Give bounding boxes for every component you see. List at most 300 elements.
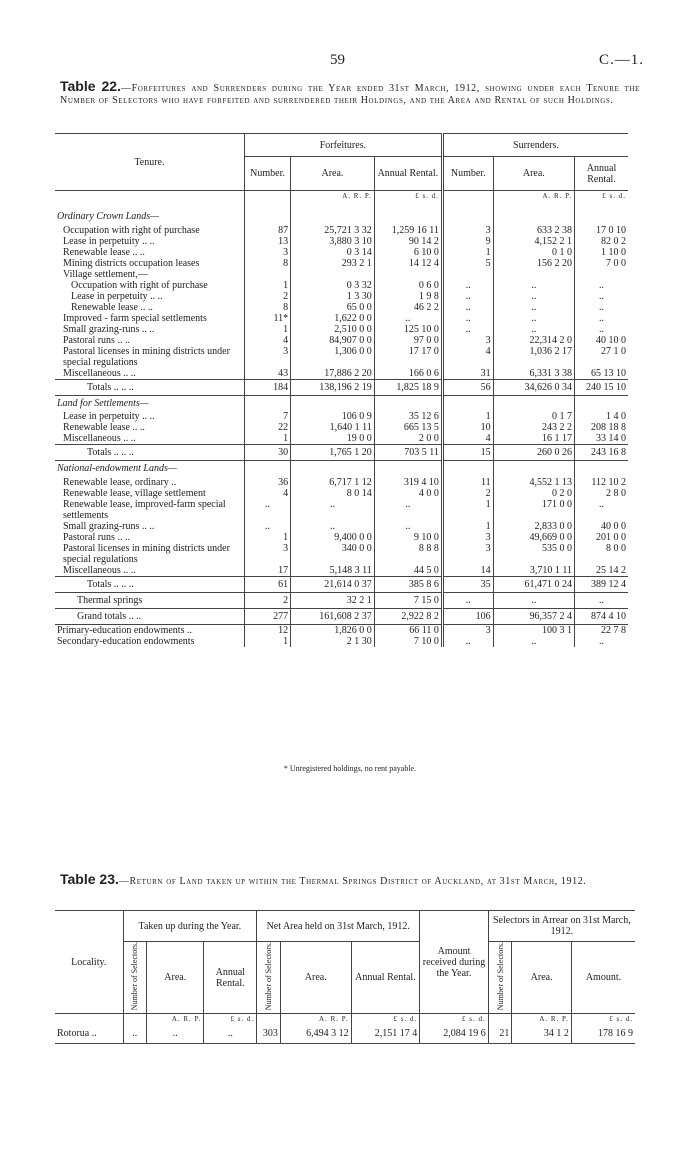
surrender-number: 1 xyxy=(442,521,493,532)
section-row xyxy=(55,461,628,477)
unit-area: A. R. P. xyxy=(291,191,375,209)
col-a-amount: Amount. xyxy=(571,942,635,1014)
col-net-area: Net Area held on 31st March, 1912. xyxy=(257,911,420,942)
table-row xyxy=(55,532,628,543)
table-row xyxy=(55,335,628,346)
forfeit-rental: 17 17 0 xyxy=(374,346,442,368)
surrender-number: 4 xyxy=(442,433,493,445)
surrender-area: 49,669 0 0 xyxy=(493,532,574,543)
forfeit-rental: .. xyxy=(374,521,442,532)
surrender-rental: .. xyxy=(575,592,628,608)
surrender-number: 9 xyxy=(442,236,493,247)
forfeit-area: 6,717 1 12 xyxy=(291,477,375,488)
col-f-number: Number. xyxy=(244,157,290,191)
forfeit-rental: 66 11 0 xyxy=(374,624,442,636)
forfeit-number: .. xyxy=(244,521,290,532)
forfeit-area: 1,640 1 11 xyxy=(291,422,375,433)
forfeit-area: 138,196 2 19 xyxy=(291,379,375,395)
forfeit-area: 340 0 0 xyxy=(291,543,375,565)
table-row xyxy=(55,368,628,380)
surrender-area: .. xyxy=(493,291,574,302)
table22 xyxy=(55,133,628,647)
surrender-number: 15 xyxy=(442,445,493,461)
surrender-rental: 208 18 8 xyxy=(575,422,628,433)
surrender-area: .. xyxy=(493,302,574,313)
forfeit-rental: .. xyxy=(374,499,442,521)
forfeit-rental: 1,825 18 9 xyxy=(374,379,442,395)
surrender-rental: 22 7 8 xyxy=(575,624,628,636)
forfeit-area: 1,826 0 0 xyxy=(291,624,375,636)
forfeit-rental: 9 10 0 xyxy=(374,532,442,543)
taken-number: .. xyxy=(123,1028,147,1044)
surrender-number: 14 xyxy=(442,565,493,577)
col-forfeitures: Forfeitures. xyxy=(244,134,442,157)
surrender-area xyxy=(493,269,574,280)
surrender-area xyxy=(493,461,574,477)
forfeit-area: 8 0 14 xyxy=(291,488,375,499)
col-locality: Locality. xyxy=(55,911,123,1014)
forfeit-area: 5,148 3 11 xyxy=(291,565,375,577)
units-row xyxy=(55,191,628,209)
table23 xyxy=(55,910,635,1044)
col-amount-received: Amount received during the Year. xyxy=(420,911,489,1014)
surrender-number: .. xyxy=(442,280,493,291)
totals-row xyxy=(55,379,628,395)
col-a-number: Number of Selectors. xyxy=(495,942,505,1011)
col-tenure: Tenure. xyxy=(55,134,244,191)
col-t-number: Number of Selectors. xyxy=(130,942,140,1011)
surrender-rental: 17 0 10 xyxy=(575,225,628,236)
tenure-label: Renewable lease, improved-farm special settlements xyxy=(63,498,226,521)
tenure-label: Lease in perpetuity .. .. xyxy=(63,235,155,247)
forfeit-rental xyxy=(374,395,442,411)
forfeit-area xyxy=(291,461,375,477)
surrender-number xyxy=(442,461,493,477)
col-n-number: Number of Selectors. xyxy=(264,942,274,1011)
surrender-area: 96,357 2 4 xyxy=(493,608,574,624)
forfeit-rental: 4 0 0 xyxy=(374,488,442,499)
col-t-area: Area. xyxy=(147,942,204,1014)
tenure-label: Totals .. .. .. xyxy=(87,578,134,590)
amount-received: 2,084 19 6 xyxy=(420,1028,489,1044)
forfeit-number xyxy=(244,461,290,477)
surrender-rental: 7 0 0 xyxy=(575,258,628,269)
forfeit-number: 8 xyxy=(244,258,290,269)
surrender-number: .. xyxy=(442,291,493,302)
table-row xyxy=(55,1028,635,1044)
surrender-area: 61,471 0 24 xyxy=(493,576,574,592)
surrender-number: 1 xyxy=(442,411,493,422)
forfeit-rental: 46 2 2 xyxy=(374,302,442,313)
table-row xyxy=(55,422,628,433)
forfeit-area xyxy=(291,395,375,411)
surrender-rental: 40 0 0 xyxy=(575,521,628,532)
tenure-label: Mining districts occupation leases xyxy=(63,257,200,269)
forfeit-rental: 385 8 6 xyxy=(374,576,442,592)
forfeit-number: 22 xyxy=(244,422,290,433)
surrender-number: .. xyxy=(442,313,493,324)
forfeit-rental: 1,259 16 11 xyxy=(374,225,442,236)
col-s-area: Area. xyxy=(493,157,574,191)
tenure-label: Secondary-education endowments xyxy=(57,635,195,647)
col-s-rental: Annual Rental. xyxy=(575,157,628,191)
units-row xyxy=(55,1014,635,1028)
surrender-number: .. xyxy=(442,636,493,647)
forfeit-rental xyxy=(374,209,442,225)
surrender-rental: 112 10 2 xyxy=(575,477,628,488)
surrender-number: 11 xyxy=(442,477,493,488)
surrender-rental: .. xyxy=(575,313,628,324)
forfeit-number: 1 xyxy=(244,324,290,335)
forfeit-number xyxy=(244,395,290,411)
forfeit-number: 2 xyxy=(244,592,290,608)
col-taken-up: Taken up during the Year. xyxy=(123,911,257,942)
forfeit-number: 1 xyxy=(244,636,290,647)
forfeit-rental: 1 9 8 xyxy=(374,291,442,302)
tenure-label: National-endowment Lands— xyxy=(57,463,177,475)
taken-area: .. xyxy=(147,1028,204,1044)
forfeit-number: 8 xyxy=(244,302,290,313)
surrender-rental: 8 0 0 xyxy=(575,543,628,565)
tenure-label: Pastoral runs .. .. xyxy=(63,334,130,346)
table-row xyxy=(55,488,628,499)
surrender-number xyxy=(442,395,493,411)
surrender-number: 3 xyxy=(442,225,493,236)
locality: Rotorua .. xyxy=(57,1027,97,1039)
page-header xyxy=(0,52,700,70)
unit-area: A. R. P. xyxy=(147,1014,204,1028)
forfeit-area xyxy=(291,269,375,280)
unit-area: A. R. P. xyxy=(280,1014,351,1028)
forfeit-area: 9,400 0 0 xyxy=(291,532,375,543)
surrender-area xyxy=(493,209,574,225)
surrender-area: 633 2 38 xyxy=(493,225,574,236)
arrear-amount: 178 16 9 xyxy=(571,1028,635,1044)
forfeit-area: 161,608 2 37 xyxy=(291,608,375,624)
forfeit-rental: 90 14 2 xyxy=(374,236,442,247)
surrender-number: 56 xyxy=(442,379,493,395)
table-row xyxy=(55,247,628,258)
tenure-label: Totals .. .. .. xyxy=(87,447,134,458)
forfeit-rental: 7 10 0 xyxy=(374,636,442,647)
surrender-number: .. xyxy=(442,592,493,608)
table-row xyxy=(55,258,628,269)
forfeit-number xyxy=(244,269,290,280)
surrender-area: .. xyxy=(493,636,574,647)
surrender-area: 2,833 0 0 xyxy=(493,521,574,532)
forfeit-number: 1 xyxy=(244,280,290,291)
table22-title: —Forfeitures and Surrenders during the Year ended 31st March, 1912, showing under each Tenure the Number of Selectors who have forfeited and surrendered their Holdings, and the Area and Rental of such Holdings. xyxy=(60,83,640,106)
forfeit-number: 3 xyxy=(244,247,290,258)
table-row xyxy=(55,499,628,521)
forfeit-rental: 319 4 10 xyxy=(374,477,442,488)
forfeit-number xyxy=(244,209,290,225)
forfeit-area: 25,721 3 32 xyxy=(291,225,375,236)
forfeit-area: 1 3 30 xyxy=(291,291,375,302)
surrender-rental: .. xyxy=(575,324,628,335)
table-row xyxy=(55,269,628,280)
tenure-label: Totals .. .. .. xyxy=(87,381,134,393)
table23-label: Table 23. xyxy=(60,871,119,887)
surrender-number xyxy=(442,269,493,280)
surrender-number: 1 xyxy=(442,247,493,258)
surrender-number: .. xyxy=(442,324,493,335)
page-number: 59 xyxy=(330,52,345,68)
forfeit-area: 65 0 0 xyxy=(291,302,375,313)
surrender-rental: 240 15 10 xyxy=(575,379,628,395)
tenure-label: Renewable lease .. .. xyxy=(71,301,153,313)
forfeit-number: 30 xyxy=(244,445,290,461)
table-row xyxy=(55,521,628,532)
forfeit-number: 87 xyxy=(244,225,290,236)
forfeit-number: 13 xyxy=(244,236,290,247)
tenure-label: Lease in perpetuity .. .. xyxy=(63,411,155,422)
forfeit-rental: 703 5 11 xyxy=(374,445,442,461)
totals-row xyxy=(55,445,628,461)
tenure-label: Small grazing-runs .. .. xyxy=(63,520,155,532)
totals-row xyxy=(55,608,628,624)
forfeit-number: 1 xyxy=(244,532,290,543)
forfeit-area: 2 1 30 xyxy=(291,636,375,647)
forfeit-area: 17,886 2 20 xyxy=(291,368,375,380)
tenure-label: Village settlement,— xyxy=(63,268,148,280)
table23-caption xyxy=(60,873,640,888)
surrender-rental: 82 0 2 xyxy=(575,236,628,247)
forfeit-number: 4 xyxy=(244,335,290,346)
col-a-area: Area. xyxy=(512,942,572,1014)
surrender-area: .. xyxy=(493,592,574,608)
forfeit-rental: 2,922 8 2 xyxy=(374,608,442,624)
forfeit-number: 1 xyxy=(244,433,290,445)
unit-money: £ s. d. xyxy=(420,1014,489,1028)
forfeit-number: 3 xyxy=(244,543,290,565)
forfeit-number: 184 xyxy=(244,379,290,395)
table-row xyxy=(55,543,628,565)
forfeit-area: .. xyxy=(291,521,375,532)
table-row xyxy=(55,225,628,236)
col-f-area: Area. xyxy=(291,157,375,191)
table-row xyxy=(55,636,628,647)
forfeit-number: 4 xyxy=(244,488,290,499)
unit-money: £ s. d. xyxy=(204,1014,257,1028)
unit-rental: £ s. d. xyxy=(575,191,628,209)
tenure-label: Lease in perpetuity .. .. xyxy=(71,290,163,302)
surrender-rental: .. xyxy=(575,302,628,313)
surrender-number: .. xyxy=(442,302,493,313)
surrender-number: 3 xyxy=(442,532,493,543)
forfeit-area: 32 2 1 xyxy=(291,592,375,608)
table-row xyxy=(55,236,628,247)
forfeit-area: 3,880 3 10 xyxy=(291,236,375,247)
forfeit-area: 19 0 0 xyxy=(291,433,375,445)
forfeit-area xyxy=(291,209,375,225)
surrender-area: 22,314 2 0 xyxy=(493,335,574,346)
taken-rental: .. xyxy=(204,1028,257,1044)
surrender-number: 3 xyxy=(442,335,493,346)
surrender-rental xyxy=(575,461,628,477)
unit-area: A. R. P. xyxy=(493,191,574,209)
tenure-label: Miscellaneous .. .. xyxy=(63,433,136,444)
surrender-area: .. xyxy=(493,324,574,335)
tenure-label: Pastoral licenses in mining districts under special regulations xyxy=(63,345,230,368)
forfeit-area: .. xyxy=(291,499,375,521)
forfeit-number: 36 xyxy=(244,477,290,488)
forfeit-number: 12 xyxy=(244,624,290,636)
section-row xyxy=(55,209,628,225)
held-rental: 2,151 17 4 xyxy=(351,1028,420,1044)
tenure-label: Land for Settlements— xyxy=(57,397,149,409)
surrender-rental xyxy=(575,269,628,280)
surrender-number: 10 xyxy=(442,422,493,433)
forfeit-number: 277 xyxy=(244,608,290,624)
table22-footnote: * Unregistered holdings, no rent payable. xyxy=(283,764,417,773)
surrender-number: 3 xyxy=(442,624,493,636)
surrender-rental: 27 1 0 xyxy=(575,346,628,368)
surrender-number: 1 xyxy=(442,499,493,521)
surrender-number: 31 xyxy=(442,368,493,380)
table-row xyxy=(55,291,628,302)
tenure-label: Thermal springs xyxy=(77,594,143,606)
tenure-label: Occupation with right of purchase xyxy=(63,224,200,236)
surrender-rental xyxy=(575,209,628,225)
forfeit-rental: 665 13 5 xyxy=(374,422,442,433)
forfeit-area: 84,907 0 0 xyxy=(291,335,375,346)
forfeit-number: 2 xyxy=(244,291,290,302)
section-row xyxy=(55,395,628,411)
surrender-area: 156 2 20 xyxy=(493,258,574,269)
tenure-label: Renewable lease, ordinary .. xyxy=(63,476,177,488)
held-number: 303 xyxy=(257,1028,281,1044)
col-n-area: Area. xyxy=(280,942,351,1014)
surrender-number: 106 xyxy=(442,608,493,624)
forfeit-rental: .. xyxy=(374,313,442,324)
col-n-rental: Annual Rental. xyxy=(351,942,420,1014)
forfeit-area: 1,622 0 0 xyxy=(291,313,375,324)
surrender-number: 2 xyxy=(442,488,493,499)
surrender-area: 535 0 0 xyxy=(493,543,574,565)
col-arrear: Selectors in Arrear on 31st March, 1912. xyxy=(488,911,635,942)
forfeit-area: 0 3 32 xyxy=(291,280,375,291)
table-row xyxy=(55,565,628,577)
tenure-label: Miscellaneous .. .. xyxy=(63,564,136,576)
tenure-label: Renewable lease .. .. xyxy=(63,422,145,433)
surrender-rental: 243 16 8 xyxy=(575,445,628,461)
forfeit-rental: 97 0 0 xyxy=(374,335,442,346)
tenure-label: Primary-education endowments .. xyxy=(57,624,192,636)
surrender-rental: 874 4 10 xyxy=(575,608,628,624)
tenure-label: Improved - farm special settlements xyxy=(63,312,207,324)
surrender-rental: 1 4 0 xyxy=(575,411,628,422)
tenure-label: Ordinary Crown Lands— xyxy=(57,211,160,222)
col-surrenders: Surrenders. xyxy=(442,134,628,157)
forfeit-area: 21,614 0 37 xyxy=(291,576,375,592)
unit-money: £ s. d. xyxy=(351,1014,420,1028)
tenure-label: Grand totals .. .. xyxy=(77,610,142,622)
surrender-area: .. xyxy=(493,280,574,291)
surrender-rental: 25 14 2 xyxy=(575,565,628,577)
forfeit-rental: 7 15 0 xyxy=(374,592,442,608)
surrender-rental: 65 13 10 xyxy=(575,368,628,380)
table-row xyxy=(55,280,628,291)
unit-rental: £ s. d. xyxy=(374,191,442,209)
surrender-number xyxy=(442,209,493,225)
forfeit-rental: 6 10 0 xyxy=(374,247,442,258)
surrender-area: 4,552 1 13 xyxy=(493,477,574,488)
surrender-area: 16 1 17 xyxy=(493,433,574,445)
tenure-label: Pastoral runs .. .. xyxy=(63,531,130,543)
table-row xyxy=(55,433,628,445)
forfeit-area: 1,765 1 20 xyxy=(291,445,375,461)
forfeit-number: 61 xyxy=(244,576,290,592)
tenure-label: Occupation with right of purchase xyxy=(71,279,208,291)
table22-caption xyxy=(60,80,640,107)
surrender-rental: 33 14 0 xyxy=(575,433,628,445)
forfeit-number: .. xyxy=(244,499,290,521)
surrender-area xyxy=(493,395,574,411)
surrender-rental: .. xyxy=(575,291,628,302)
surrender-area: 1,036 2 17 xyxy=(493,346,574,368)
forfeit-number: 17 xyxy=(244,565,290,577)
table-row xyxy=(55,324,628,335)
forfeit-rental: 166 0 6 xyxy=(374,368,442,380)
table-row xyxy=(55,477,628,488)
surrender-area: 6,331 3 38 xyxy=(493,368,574,380)
tenure-label: Renewable lease, village settlement xyxy=(63,487,206,499)
forfeit-area: 2,510 0 0 xyxy=(291,324,375,335)
surrender-rental: .. xyxy=(575,499,628,521)
surrender-area: 0 1 7 xyxy=(493,411,574,422)
tenure-label: Renewable lease .. .. xyxy=(63,246,145,258)
forfeit-rental: 44 5 0 xyxy=(374,565,442,577)
surrender-area: 260 0 26 xyxy=(493,445,574,461)
forfeit-rental: 0 6 0 xyxy=(374,280,442,291)
table22-label: Table 22. xyxy=(60,78,121,94)
forfeit-number: 43 xyxy=(244,368,290,380)
surrender-number: 4 xyxy=(442,346,493,368)
arrear-area: 34 1 2 xyxy=(512,1028,572,1044)
document-reference: C.—1. xyxy=(598,52,644,68)
forfeit-area: 0 3 14 xyxy=(291,247,375,258)
surrender-area: .. xyxy=(493,313,574,324)
forfeit-number: 3 xyxy=(244,346,290,368)
totals-row xyxy=(55,576,628,592)
table-row xyxy=(55,313,628,324)
table-row xyxy=(55,346,628,368)
forfeit-area: 293 2 1 xyxy=(291,258,375,269)
forfeit-rental xyxy=(374,269,442,280)
surrender-number: 3 xyxy=(442,543,493,565)
forfeit-number: 11* xyxy=(244,313,290,324)
forfeit-rental: 35 12 6 xyxy=(374,411,442,422)
col-s-number: Number. xyxy=(442,157,493,191)
forfeit-area: 1,306 0 0 xyxy=(291,346,375,368)
surrender-rental: .. xyxy=(575,636,628,647)
surrender-area: 3,710 1 11 xyxy=(493,565,574,577)
surrender-area: 34,626 0 34 xyxy=(493,379,574,395)
surrender-area: 4,152 2 1 xyxy=(493,236,574,247)
surrender-rental: .. xyxy=(575,280,628,291)
surrender-area: 171 0 0 xyxy=(493,499,574,521)
table-row xyxy=(55,411,628,422)
surrender-area: 100 3 1 xyxy=(493,624,574,636)
forfeit-rental: 8 8 8 xyxy=(374,543,442,565)
table23-title: —Return of Land taken up within the Thermal Springs District of Auckland, at 31st March, 1912. xyxy=(118,876,587,887)
unit-area: A. R. P. xyxy=(512,1014,572,1028)
surrender-rental: 40 10 0 xyxy=(575,335,628,346)
surrender-rental: 389 12 4 xyxy=(575,576,628,592)
forfeit-rental xyxy=(374,461,442,477)
forfeit-rental: 125 10 0 xyxy=(374,324,442,335)
